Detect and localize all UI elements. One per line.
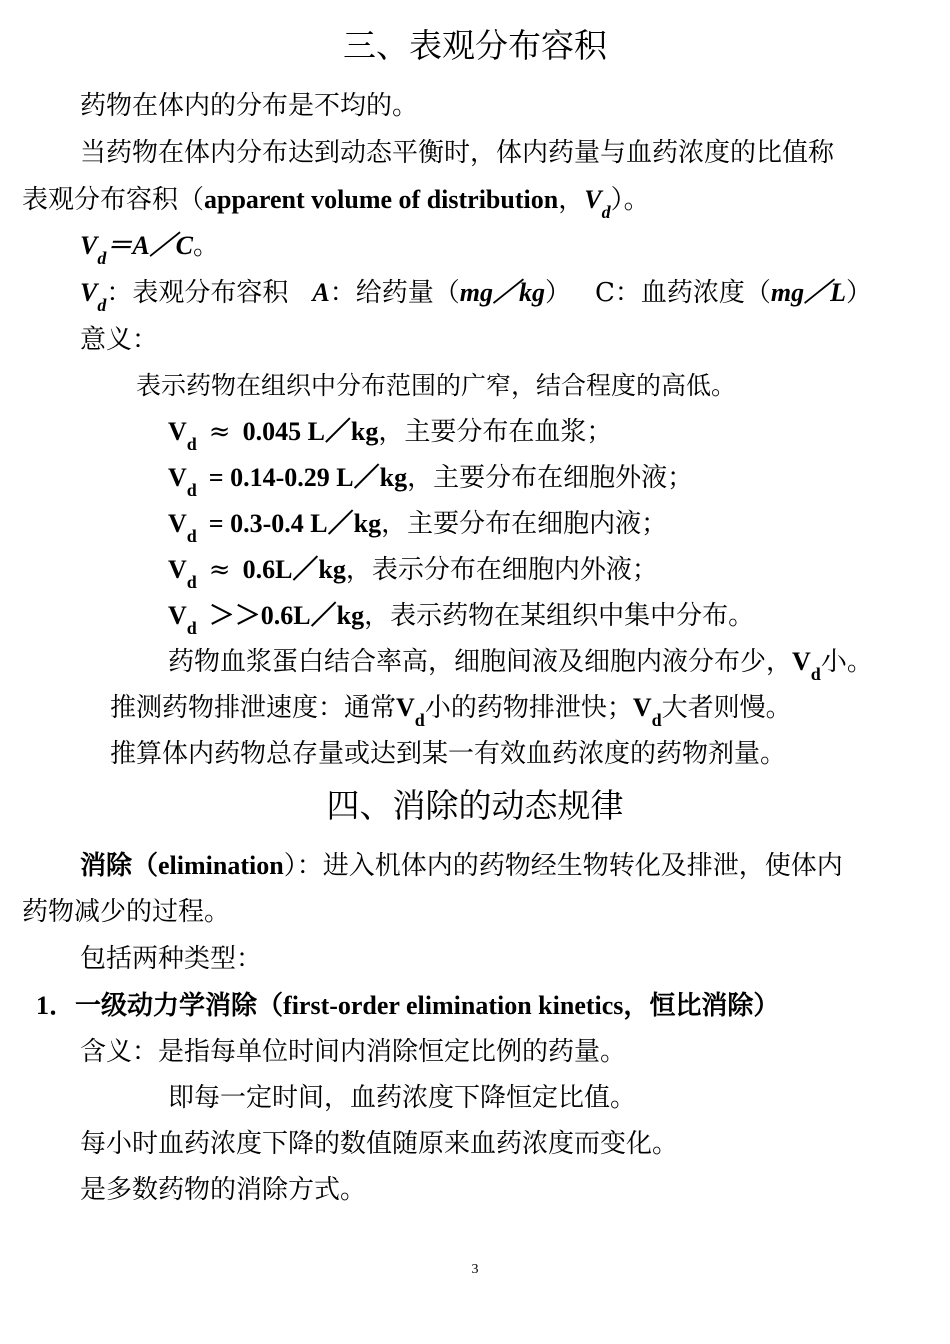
vd-symbol: $V_d$ [632,693,662,730]
def-vd-text: ：表观分布容积 [106,278,289,308]
protein-binding-text: 药物血浆蛋白结合率高，细胞间液及细胞内液分布少， [168,647,793,677]
elimination-rest: ）：进入机体内的药物经生物转化及排泄，使体内 [283,851,843,881]
first-order-meaning-2: 即每一定时间，血药浓度下降恒定比值。 [168,1083,637,1113]
vd-item-symbol: $V_d$ [168,601,197,638]
def-a-symbol: A [312,278,330,307]
excretion-text-a: 推测药物排泄速度：通常 [110,693,397,723]
vd-item-plasma [168,416,613,454]
vd-item-value: 0.045 L／kg [242,417,379,446]
excretion-line [110,692,792,730]
vd-item-symbol: $V_d$ [168,417,197,454]
first-order-meaning: 含义：是指每单位时间内消除恒定比例的药量。 [80,1037,627,1067]
vd-item-op: = 0.3-0.4 L／kg [208,509,382,538]
vd-item-concentrated [168,600,755,638]
meaning-text: 表示药物在组织中分布范围的广窄，结合程度的高低。 [136,371,737,400]
vd-item-op: = 0.14-0.29 L／kg [208,463,408,492]
first-order-heading [36,990,779,1022]
vd-item-symbol: $V_d$ [168,463,197,500]
section-title-elimination: 四、消除的动态规律 [326,786,624,825]
first-order-cn: 一级动力学消除（ [75,991,284,1020]
vd-item-op: ≈ [208,555,231,585]
vd-symbol: $V_d$ [584,185,611,222]
two-types-line: 包括两种类型： [80,944,263,974]
def-a-close: ） [544,278,571,308]
estimate-line: 推算体内药物总存量或达到某一有效血药浓度的药物剂量。 [110,739,787,769]
elimination-definition-line1 [80,850,843,882]
paragraph-uneven-distribution: 药物在体内的分布是不均的。 [80,91,419,121]
formula-expression: ＝A／C [106,231,194,260]
definition-cn-text: 表观分布容积（ [22,185,205,215]
vd-symbol: $V_d$ [792,647,821,684]
vd-item-extracellular [168,462,694,500]
protein-binding-end: 小。 [820,647,873,677]
vd-item-intracellular [168,508,668,546]
formula-line [80,230,220,268]
vd-item-desc: ，主要分布在细胞内液； [381,509,668,539]
meaning-label: 意义： [80,325,159,355]
formula-vd: $V_d$ [80,231,107,268]
first-order-hourly: 每小时血药浓度下降的数值随原来血药浓度而变化。 [80,1129,679,1159]
def-c-close: ） [845,278,872,308]
vd-item-symbol: $V_d$ [168,555,197,592]
vd-item-op: ≈ [208,417,231,447]
vd-item-op: ＞＞0.6L／kg [208,601,365,630]
formula-period: 。 [193,231,220,261]
def-a-unit: mg／kg [459,278,545,307]
definition-en-term: apparent volume of distribution [204,185,559,214]
vd-symbol: $V_d$ [396,693,425,730]
paragraph-definition-line2 [22,184,650,222]
vd-item-desc: ，主要分布在血浆； [378,417,613,447]
vd-item-symbol: $V_d$ [168,509,197,546]
paragraph-definition-line1: 当药物在体内分布达到动态平衡时，体内药量与血药浓度的比值称 [80,138,835,168]
protein-binding-line [168,646,873,684]
excretion-text-c: 大者则慢。 [661,693,792,723]
elimination-definition-line2: 药物减少的过程。 [22,897,231,927]
elimination-en: elimination [158,851,284,880]
first-order-common: 是多数药物的消除方式。 [80,1175,367,1205]
def-vd-symbol: $V_d$ [80,278,107,315]
definition-comma: ， [558,185,585,215]
elimination-cn: 消除（ [80,851,159,880]
vd-item-desc: ，主要分布在细胞外液； [407,463,694,493]
item-number: 1． [36,991,76,1020]
page-number: 3 [471,1262,479,1277]
vd-item-desc: ，表示药物在某组织中集中分布。 [364,601,755,631]
first-order-en: first-order elimination kinetics [283,991,624,1020]
vd-item-value: 0.6L／kg [242,555,346,584]
vd-item-desc: ，表示分布在细胞内外液； [345,555,658,585]
definition-close: ）。 [610,185,650,215]
def-c-text: C：血药浓度（ [594,278,771,308]
symbol-definitions-line [80,277,872,315]
def-a-text: ：给药量（ [329,278,460,308]
first-order-tail: ，恒比消除） [623,991,780,1020]
section-title-apparent-volume: 三、表观分布容积 [343,26,607,65]
def-c-unit: mg／L [770,278,846,307]
vd-item-intra-extra [168,554,658,592]
excretion-text-b: 小的药物排泄快； [424,693,633,723]
